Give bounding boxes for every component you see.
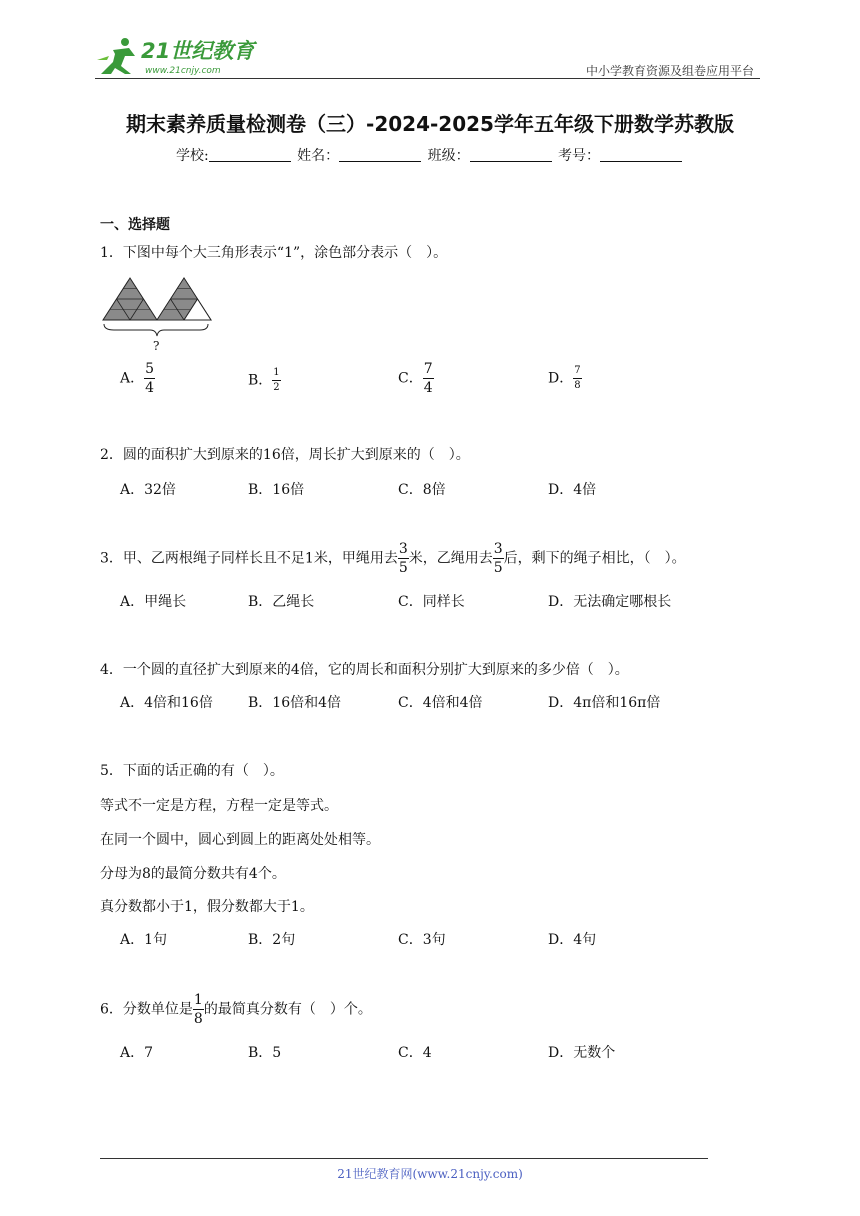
fraction: $\frac{1}{2}$ — [273, 367, 280, 393]
option-letter: C． — [398, 370, 423, 387]
site-logo — [95, 34, 265, 78]
question-2: 2．圆的面积扩大到原来的16倍，周长扩大到原来的（ ）。 — [100, 447, 470, 463]
q6-option-b[interactable]: B．5 — [248, 1045, 282, 1061]
q5-option-b[interactable]: B．2句 — [248, 932, 296, 948]
question-3 — [100, 542, 686, 575]
fraction: $\frac{1}{8}$ — [193, 992, 203, 1027]
page-title: 期末素养质量检测卷（三）-2024-2025学年五年级下册数学苏教版 — [126, 112, 734, 136]
q1-option-b[interactable] — [248, 368, 281, 393]
header-divider — [95, 78, 760, 79]
q3-option-d[interactable]: D．无法确定哪根长 — [548, 594, 672, 610]
option-letter: A． — [120, 370, 145, 387]
q6-option-a[interactable]: A．7 — [120, 1045, 154, 1061]
q1-option-d[interactable] — [548, 366, 582, 391]
q6-text-1: 6．分数单位是 — [100, 1001, 193, 1018]
option-letter: D． — [548, 370, 574, 387]
footer-divider — [100, 1158, 708, 1159]
q5-statement: 分母为8的最简分数共有4个。 — [100, 866, 286, 882]
q6-option-c[interactable]: C．4 — [398, 1045, 432, 1061]
q4-option-c[interactable]: C．4倍和4倍 — [398, 695, 483, 711]
section-heading: 一、选择题 — [100, 217, 170, 233]
q5-statement: 在同一个圆中，圆心到圆上的距离处处相等。 — [100, 832, 380, 848]
runner-icon — [97, 38, 135, 74]
fraction: $\frac{3}{5}$ — [398, 541, 408, 576]
brace-label: ? — [153, 339, 160, 353]
fraction: $\frac{7}{4}$ — [423, 361, 433, 396]
q2-option-a[interactable]: A．32倍 — [120, 482, 176, 498]
q6-option-d[interactable]: D．无数个 — [548, 1045, 616, 1061]
triangle-figure — [100, 274, 215, 354]
q5-option-a[interactable]: A．1句 — [120, 932, 168, 948]
q2-option-d[interactable]: D．4倍 — [548, 482, 597, 498]
q5-statement: 真分数都小于1，假分数都大于1。 — [100, 899, 314, 915]
fraction: $\frac{3}{5}$ — [493, 541, 503, 576]
q4-option-a[interactable]: A．4倍和16倍 — [120, 695, 213, 711]
name-blank — [339, 147, 421, 162]
q3-option-b[interactable]: B．乙绳长 — [248, 594, 315, 610]
q4-option-b[interactable]: B．16倍和4倍 — [248, 695, 342, 711]
q1-option-a[interactable] — [120, 362, 155, 395]
question-4: 4．一个圆的直径扩大到原来的4倍，它的周长和面积分别扩大到原来的多少倍（ ）。 — [100, 662, 629, 678]
question-6 — [100, 993, 372, 1026]
q4-option-d[interactable]: D．4π倍和16π倍 — [548, 695, 661, 711]
logo-text: 21世纪教育 — [141, 39, 255, 63]
q3-text-1: 3．甲、乙两根绳子同样长且不足1米，甲绳用去 — [100, 550, 398, 567]
exam-no-blank — [600, 147, 682, 162]
q3-text-2: 米，乙绳用去 — [408, 550, 493, 567]
q2-option-b[interactable]: B．16倍 — [248, 482, 305, 498]
question-1: 1．下图中每个大三角形表示“1”，涂色部分表示（ ）。 — [100, 245, 448, 261]
school-blank — [209, 147, 291, 162]
q6-text-2: 的最简真分数有（ ）个。 — [203, 1001, 372, 1018]
school-label: 学校: — [175, 148, 209, 164]
q3-option-a[interactable]: A．甲绳长 — [120, 594, 187, 610]
student-info — [0, 145, 860, 165]
q5-option-c[interactable]: C．3句 — [398, 932, 446, 948]
fraction: $\frac{5}{4}$ — [145, 361, 155, 396]
platform-label: 中小学教育资源及组卷应用平台 — [585, 64, 754, 78]
q3-text-3: 后，剩下的绳子相比，（ ）。 — [503, 550, 686, 567]
option-letter: B． — [248, 372, 273, 389]
class-label: 班级： — [427, 148, 470, 164]
q5-option-d[interactable]: D．4句 — [548, 932, 597, 948]
question-5: 5．下面的话正确的有（ ）。 — [100, 763, 284, 779]
name-label: 姓名： — [297, 148, 340, 164]
exam-no-label: 考号： — [558, 148, 601, 164]
class-blank — [470, 147, 552, 162]
fraction: $\frac{7}{8}$ — [574, 365, 581, 391]
q1-option-c[interactable] — [398, 362, 434, 395]
q2-option-c[interactable]: C．8倍 — [398, 482, 446, 498]
logo-url: www.21cnjy.com — [145, 66, 221, 76]
q3-option-c[interactable]: C．同样长 — [398, 594, 465, 610]
q5-statement: 等式不一定是方程，方程一定是等式。 — [100, 798, 338, 814]
footer-link[interactable]: 21世纪教育网(www.21cnjy.com) — [337, 1167, 523, 1181]
